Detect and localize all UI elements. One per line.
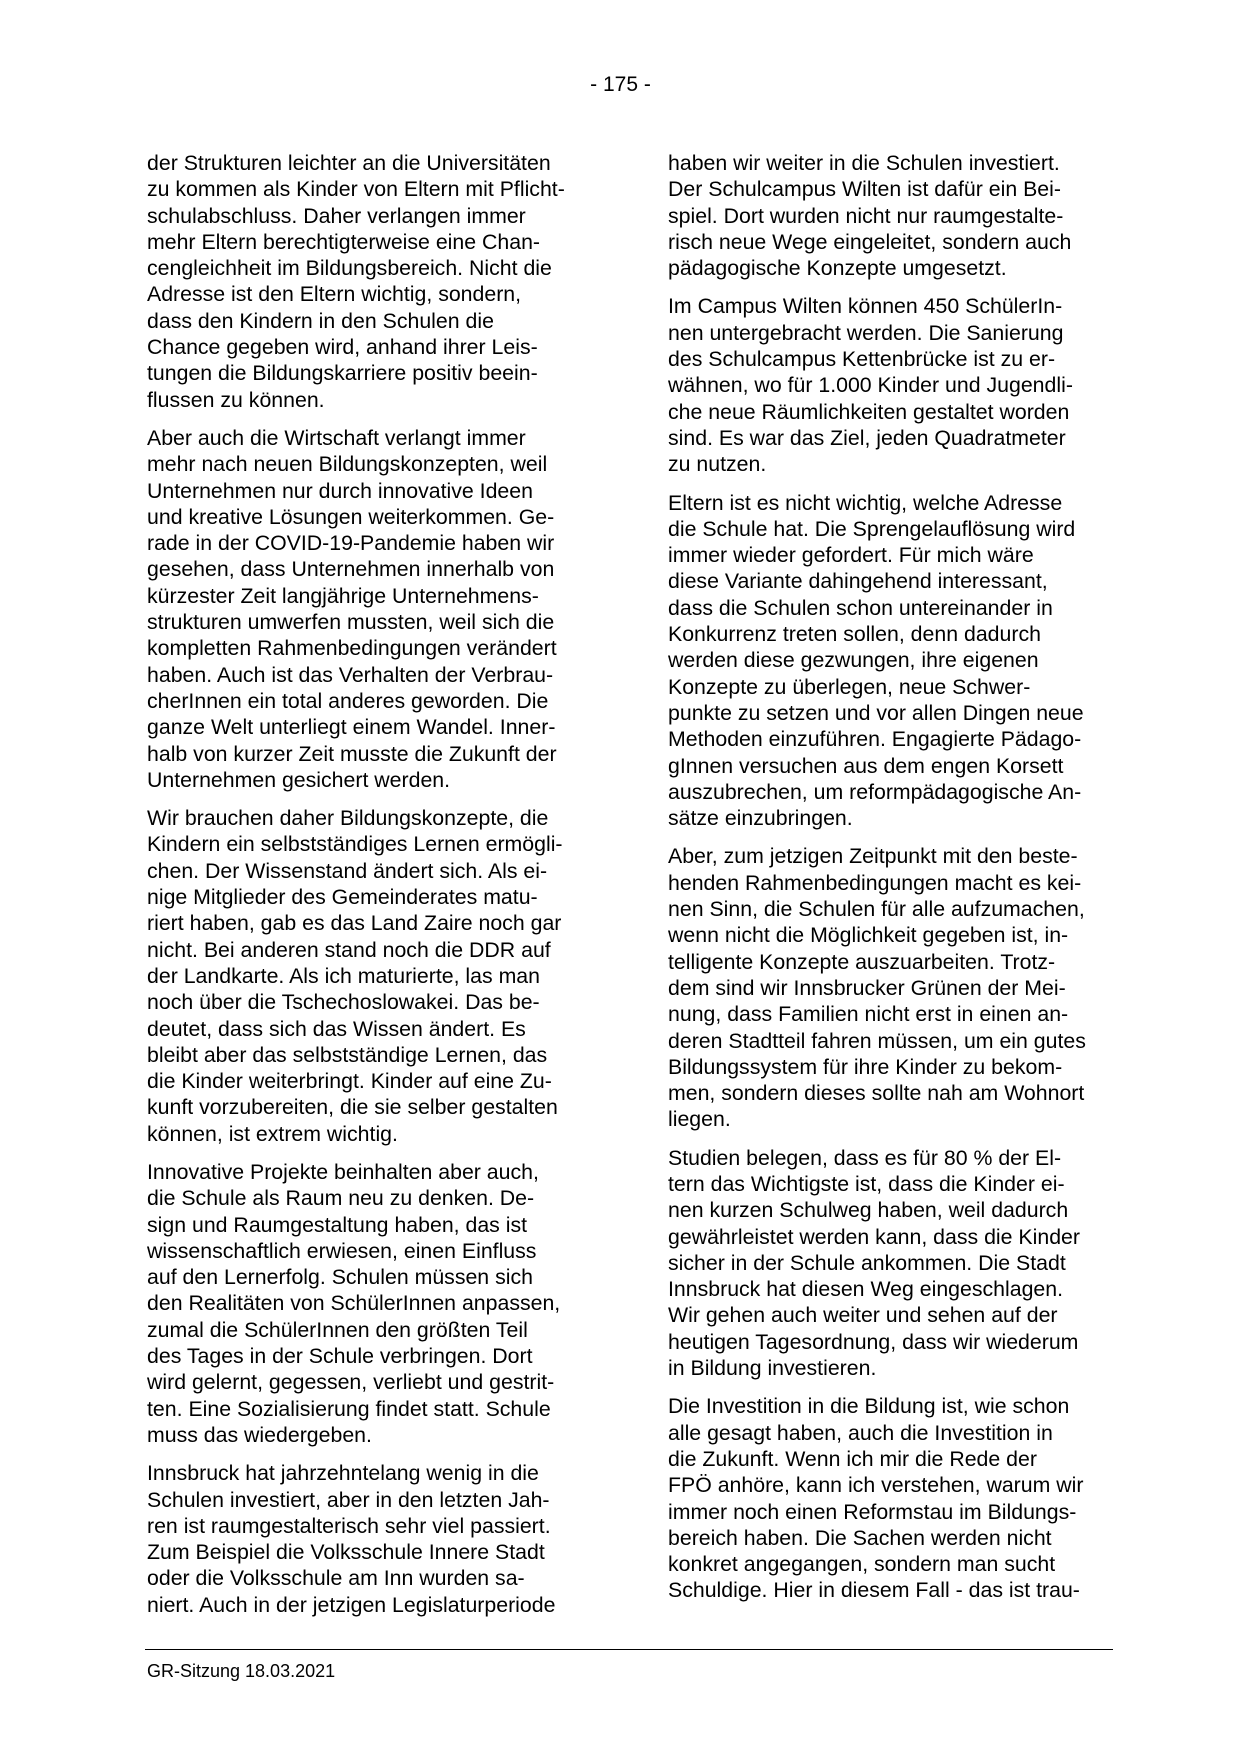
page-number: - 175 - <box>590 73 651 96</box>
paragraph <box>668 293 1108 477</box>
text-line: tungen die Bildungskarriere positiv beein- <box>147 361 538 386</box>
text-line: liegen. <box>668 1107 731 1132</box>
text-line: Aber auch die Wirtschaft verlangt immer <box>147 425 526 450</box>
paragraph <box>147 1460 587 1618</box>
text-line: rade in der COVID-19-Pandemie haben wir <box>147 531 555 556</box>
text-line: sicher in der Schule ankommen. Die Stadt <box>668 1250 1066 1275</box>
text-line: dass den Kindern in den Schulen die <box>147 308 494 333</box>
text-line: Innovative Projekte beinhalten aber auch, <box>147 1159 539 1184</box>
text-line: Methoden einzuführen. Engagierte Pädago- <box>668 727 1082 752</box>
text-line: kompletten Rahmenbedingungen verändert <box>147 636 557 661</box>
text-line: gewährleistet werden kann, dass die Kinder <box>668 1224 1080 1249</box>
text-line: zu nutzen. <box>668 452 767 477</box>
paragraph <box>147 805 587 1147</box>
paragraph <box>668 150 1108 281</box>
text-line: zu kommen als Kinder von Eltern mit Pflicht- <box>147 177 565 202</box>
text-line: die Kinder weiterbringt. Kinder auf eine Zu- <box>147 1069 552 1094</box>
text-line: gInnen versuchen aus dem engen Korsett <box>668 753 1064 778</box>
text-line: che neue Räumlichkeiten gestaltet worden <box>668 399 1070 424</box>
text-line: Schulen investiert, aber in den letzten Jah- <box>147 1487 550 1512</box>
text-line: immer wieder gefordert. Für mich wäre <box>668 543 1034 568</box>
text-line: dem sind wir Innsbrucker Grünen der Mei- <box>668 975 1066 1000</box>
text-line: Studien belegen, dass es für 80 % der El- <box>668 1145 1062 1170</box>
text-line: wird gelernt, gegessen, verliebt und gestrit- <box>147 1370 555 1395</box>
text-line: heutigen Tagesordnung, dass wir wiederum <box>668 1329 1079 1354</box>
text-line: deren Stadtteil fahren müssen, um ein gutes <box>668 1028 1086 1053</box>
paragraph <box>668 843 1108 1132</box>
text-line: Die Investition in die Bildung ist, wie schon <box>668 1394 1070 1419</box>
text-line: Der Schulcampus Wilten ist dafür ein Bei- <box>668 177 1061 202</box>
text-line: nen Sinn, die Schulen für alle aufzumachen, <box>668 897 1085 922</box>
text-line: Schuldige. Hier in diesem Fall - das ist trau- <box>668 1578 1080 1603</box>
text-line: auszubrechen, um reformpädagogische An- <box>668 779 1082 804</box>
text-line: auf den Lernerfolg. Schulen müssen sich <box>147 1265 533 1290</box>
text-line: pädagogische Konzepte umgesetzt. <box>668 256 1007 281</box>
text-line: ganze Welt unterliegt einem Wandel. Inner- <box>147 715 556 740</box>
text-line: deutet, dass sich das Wissen ändert. Es <box>147 1016 526 1041</box>
text-line: bleibt aber das selbstständige Lernen, das <box>147 1042 548 1067</box>
text-line: Chance gegeben wird, anhand ihrer Leis- <box>147 335 538 360</box>
text-line: können, ist extrem wichtig. <box>147 1121 398 1146</box>
text-line: mehr nach neuen Bildungskonzepten, weil <box>147 452 548 477</box>
paragraph <box>147 425 587 793</box>
text-line: Unternehmen nur durch innovative Ideen <box>147 478 533 503</box>
text-line: dass die Schulen schon untereinander in <box>668 595 1053 620</box>
text-line: FPÖ anhöre, kann ich verstehen, warum wir <box>668 1473 1084 1498</box>
text-line: die Schule hat. Die Sprengelauflösung wird <box>668 516 1076 541</box>
text-line: henden Rahmenbedingungen macht es kei- <box>668 870 1082 895</box>
text-line: haben wir weiter in die Schulen investiert. <box>668 151 1060 175</box>
text-line: oder die Volksschule am Inn wurden sa- <box>147 1566 525 1591</box>
text-line: nicht. Bei anderen stand noch die DDR auf <box>147 937 551 962</box>
text-line: zumal die SchülerInnen den größten Teil <box>147 1317 528 1342</box>
text-line: immer noch einen Reformstau im Bildungs- <box>668 1499 1077 1524</box>
text-line: chen. Der Wissenstand ändert sich. Als ei- <box>147 858 548 883</box>
text-line: men, sondern dieses sollte nah am Wohnort <box>668 1081 1085 1106</box>
text-line: ren ist raumgestalterisch sehr viel passiert. <box>147 1513 551 1538</box>
text-line: nige Mitglieder des Gemeinderates matu- <box>147 885 538 910</box>
footer-divider <box>145 1649 1113 1650</box>
text-line: Unternehmen gesichert werden. <box>147 767 451 792</box>
text-line: Konzepte zu überlegen, neue Schwer- <box>668 674 1031 699</box>
text-line: sind. Es war das Ziel, jeden Quadratmeter <box>668 425 1066 450</box>
text-line: riert haben, gab es das Land Zaire noch gar <box>147 911 562 936</box>
text-line: risch neue Wege eingeleitet, sondern auch <box>668 229 1072 254</box>
text-line: Wir gehen auch weiter und sehen auf der <box>668 1303 1058 1328</box>
text-line: nen kurzen Schulweg haben, weil dadurch <box>668 1198 1069 1223</box>
text-line: noch über die Tschechoslowakei. Das be- <box>147 990 540 1015</box>
text-line: haben. Auch ist das Verhalten der Verbrau- <box>147 662 554 687</box>
text-line: der Landkarte. Als ich maturierte, las man <box>147 963 540 988</box>
text-line: nung, dass Familien nicht erst in einen an- <box>668 1002 1069 1027</box>
text-line: kunft vorzubereiten, die sie selber gestalten <box>147 1095 558 1120</box>
text-line: nen untergebracht werden. Die Sanierung <box>668 320 1064 345</box>
text-line: sign und Raumgestaltung haben, das ist <box>147 1212 528 1237</box>
text-line: Wir brauchen daher Bildungskonzepte, die <box>147 806 549 831</box>
text-line: kürzester Zeit langjährige Unternehmens- <box>147 583 539 608</box>
paragraph <box>668 1145 1108 1382</box>
text-line: wenn nicht die Möglichkeit gegeben ist, in- <box>668 923 1069 948</box>
paragraph <box>147 150 587 413</box>
text-line: niert. Auch in der jetzigen Legislaturperiode <box>147 1592 556 1617</box>
text-line: des Schulcampus Kettenbrücke ist zu er- <box>668 347 1056 372</box>
text-line: Konkurrenz treten sollen, denn dadurch <box>668 622 1041 647</box>
paragraph <box>147 1159 587 1448</box>
text-line: punkte zu setzen und vor allen Dingen neue <box>668 700 1084 725</box>
text-line: und kreative Lösungen weiterkommen. Ge- <box>147 504 555 529</box>
text-line: spiel. Dort wurden nicht nur raumgestalte- <box>668 203 1064 228</box>
text-line: diese Variante dahingehend interessant, <box>668 569 1048 594</box>
text-line: cengleichheit im Bildungsbereich. Nicht die <box>147 256 552 281</box>
text-line: die Zukunft. Wenn ich mir die Rede der <box>668 1446 1037 1471</box>
text-line: cherInnen ein total anderes geworden. Die <box>147 688 549 713</box>
text-line: den Realitäten von SchülerInnen anpassen, <box>147 1291 561 1316</box>
text-line: flussen zu können. <box>147 387 325 412</box>
text-line: wähnen, wo für 1.000 Kinder und Jugendli- <box>668 373 1073 398</box>
footer-session-label: GR-Sitzung 18.03.2021 <box>147 1661 336 1681</box>
text-line: muss das wiedergeben. <box>147 1422 372 1447</box>
text-line: werden diese gezwungen, ihre eigenen <box>668 648 1039 673</box>
text-line: des Tages in der Schule verbringen. Dort <box>147 1344 533 1369</box>
text-line: schulabschluss. Daher verlangen immer <box>147 203 526 228</box>
text-line: mehr Eltern berechtigterweise eine Chan- <box>147 229 541 254</box>
text-line: die Schule als Raum neu zu denken. De- <box>147 1186 535 1211</box>
text-line: Innsbruck hat diesen Weg eingeschlagen. <box>668 1277 1064 1302</box>
text-line: bereich haben. Die Sachen werden nicht <box>668 1525 1052 1550</box>
text-line: Innsbruck hat jahrzehntelang wenig in die <box>147 1461 539 1486</box>
text-line: gesehen, dass Unternehmen innerhalb von <box>147 557 555 582</box>
text-line: Im Campus Wilten können 450 SchülerIn- <box>668 294 1063 319</box>
text-line: Aber, zum jetzigen Zeitpunkt mit den beste- <box>668 844 1078 869</box>
text-line: wissenschaftlich erwiesen, einen Einfluss <box>147 1238 537 1263</box>
text-line: Adresse ist den Eltern wichtig, sondern, <box>147 282 522 307</box>
text-line: halb von kurzer Zeit musste die Zukunft der <box>147 741 557 766</box>
text-line: konkret angegangen, sondern man sucht <box>668 1552 1056 1577</box>
text-line: in Bildung investieren. <box>668 1356 877 1381</box>
left-text-column <box>147 150 587 1630</box>
text-line: Bildungssystem für ihre Kinder zu bekom- <box>668 1054 1063 1079</box>
text-line: telligente Konzepte auszuarbeiten. Trotz- <box>668 949 1056 974</box>
paragraph <box>668 1393 1108 1603</box>
text-line: ten. Eine Sozialisierung findet statt. Schule <box>147 1396 551 1421</box>
paragraph <box>668 490 1108 832</box>
text-line: tern das Wichtigste ist, dass die Kinder ei- <box>668 1171 1065 1196</box>
text-line: Zum Beispiel die Volksschule Innere Stadt <box>147 1540 545 1565</box>
right-text-column <box>668 150 1108 1616</box>
text-line: Eltern ist es nicht wichtig, welche Adresse <box>668 490 1063 515</box>
text-line: Kindern ein selbstständiges Lernen ermögli- <box>147 832 563 857</box>
text-line: alle gesagt haben, auch die Investition in <box>668 1420 1053 1445</box>
text-line: strukturen umwerfen mussten, weil sich die <box>147 610 555 635</box>
text-line: sätze einzubringen. <box>668 806 853 831</box>
text-line: der Strukturen leichter an die Universitäten <box>147 151 551 175</box>
